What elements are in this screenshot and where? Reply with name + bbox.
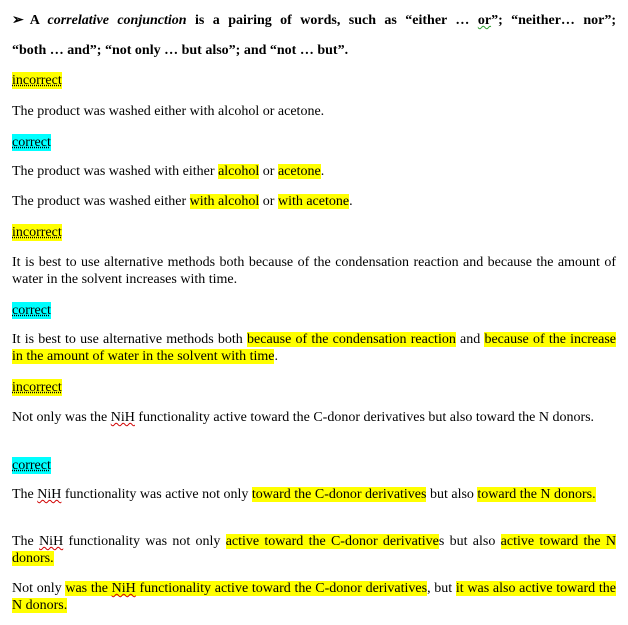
sentence-8 xyxy=(12,533,616,567)
sentence-7-highlight-2: toward the N donors. xyxy=(477,487,596,502)
sentence-9-text-a: Not only xyxy=(12,581,66,596)
sentence-7 xyxy=(12,486,616,503)
intro-text-b: is a pairing of words, such as “either … xyxy=(186,13,478,28)
sentence-9-text-b: , but xyxy=(427,581,456,596)
sentence-7-text-c: but also xyxy=(426,487,478,502)
sentence-3-text-a: The product was washed either xyxy=(12,194,190,209)
label-incorrect-1 xyxy=(12,72,616,89)
sentence-6 xyxy=(12,409,616,426)
correct-label: correct xyxy=(12,458,51,473)
sentence-3-text-c: . xyxy=(349,194,353,209)
sentence-3-highlight-2: with acetone xyxy=(277,194,350,209)
sentence-2-highlight-1: alcohol xyxy=(218,164,260,179)
intro-line-2: “both … and”; “not only … but also”; and “not … but”. xyxy=(12,43,349,58)
incorrect-label: incorrect xyxy=(12,73,62,88)
sentence-2-text-b: or xyxy=(259,164,278,179)
sentence-1-text: The product was washed either with alcohol or acetone. xyxy=(12,104,325,119)
label-incorrect-2 xyxy=(12,224,616,241)
sentence-8-text-c: s but also xyxy=(438,534,501,549)
sentence-8-text-a: The xyxy=(12,534,40,549)
arrow-bullet-icon: ➢ xyxy=(12,13,24,28)
sentence-2-highlight-2: acetone xyxy=(277,164,321,179)
sentence-4 xyxy=(12,254,616,288)
incorrect-label: incorrect xyxy=(12,380,62,395)
intro-paragraph xyxy=(12,6,616,66)
sentence-5-text-b: and xyxy=(455,332,485,347)
sentence-2-text-a: The product was washed with either xyxy=(12,164,219,179)
sentence-7-highlight-1: toward the C-donor derivatives xyxy=(251,487,427,502)
sentence-7-text-a: The xyxy=(12,487,38,502)
sentence-3-highlight-1: with alcohol xyxy=(189,194,260,209)
sentence-8-text-b: functionality was not only xyxy=(63,534,226,549)
incorrect-label: incorrect xyxy=(12,225,62,240)
sentence-9-highlight-2: it was also active toward the N donors. xyxy=(12,581,616,613)
sentence-9-highlight-1a: was the xyxy=(65,581,112,596)
sentence-4-text: It is best to use alternative methods both because of the condensation reaction and because the amount of water in the solvent increases with time. xyxy=(12,255,616,287)
sentence-5-highlight-1: because of the condensation reaction xyxy=(247,332,456,347)
intro-text-c: ”; “neither… nor”; xyxy=(491,13,616,28)
sentence-6-text-a: Not only was the xyxy=(12,410,111,425)
sentence-3-text-b: or xyxy=(259,194,278,209)
sentence-8-highlight-1: active toward the C-donor derivative xyxy=(225,534,439,549)
intro-or-word: or xyxy=(477,13,492,28)
correct-label: correct xyxy=(12,135,51,150)
sentence-6-text-b: functionality active toward the C-donor derivatives but also toward the N donors. xyxy=(134,410,595,425)
label-correct-2 xyxy=(12,302,616,319)
sentence-7-text-b: functionality was active not only xyxy=(61,487,252,502)
sentence-9-nih: NiH xyxy=(111,581,136,596)
sentence-8-highlight-2: active toward the N donors. xyxy=(12,534,617,566)
label-correct-1 xyxy=(12,134,616,151)
sentence-7-nih: NiH xyxy=(37,487,62,502)
sentence-9-highlight-1b: functionality active toward the C-donor derivatives xyxy=(135,581,428,596)
sentence-2 xyxy=(12,163,616,180)
sentence-6-nih: NiH xyxy=(110,410,135,425)
intro-text-a: A xyxy=(29,13,48,28)
sentence-1 xyxy=(12,103,616,120)
label-correct-3 xyxy=(12,457,616,474)
sentence-8-nih: NiH xyxy=(39,534,64,549)
sentence-5-text-c: . xyxy=(274,349,278,364)
label-incorrect-3 xyxy=(12,379,616,396)
intro-term: correlative conjunction xyxy=(47,13,187,28)
sentence-5 xyxy=(12,331,616,365)
correct-label: correct xyxy=(12,303,51,318)
sentence-3 xyxy=(12,193,616,210)
sentence-2-text-c: . xyxy=(320,164,325,179)
sentence-5-text-a: It is best to use alternative methods both xyxy=(12,332,248,347)
sentence-5-highlight-2: because of the increase in the amount of water in the solvent with time xyxy=(12,332,616,364)
sentence-9 xyxy=(12,580,616,614)
